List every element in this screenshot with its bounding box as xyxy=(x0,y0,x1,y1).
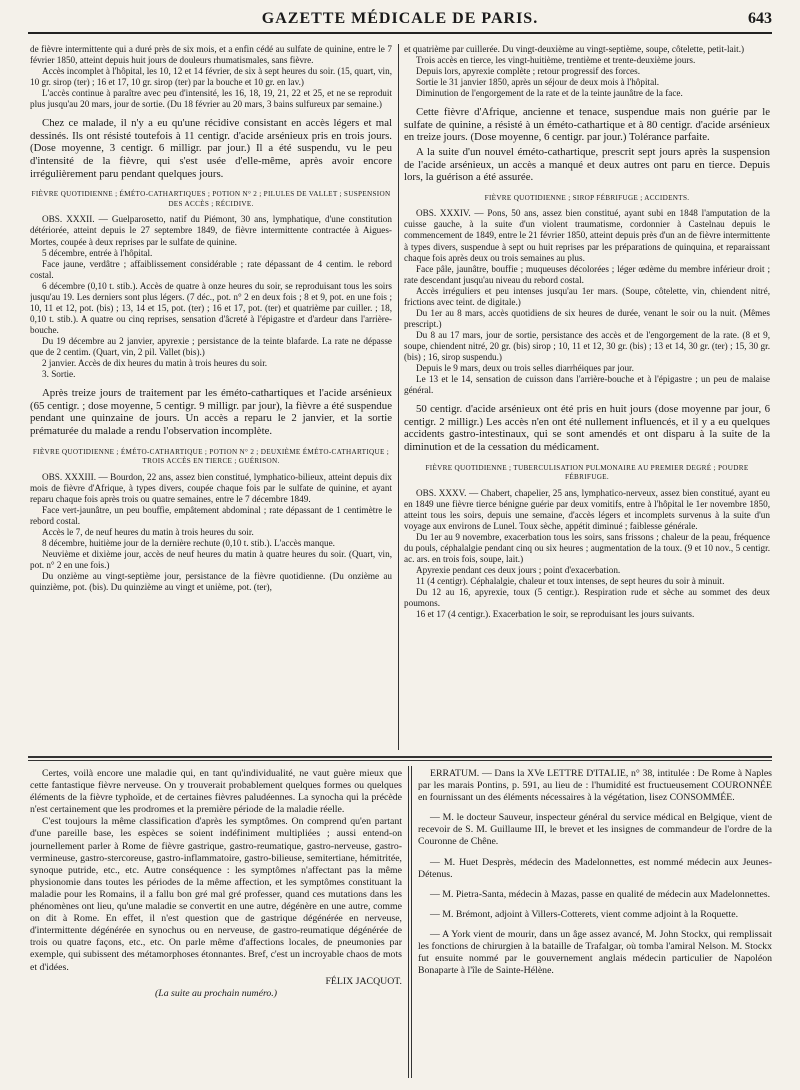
news-item: — M. Pietra-Santa, médecin à Mazas, passe en qualité de médecin aux Madelonnettes. xyxy=(430,888,771,900)
paragraph: 6 décembre (0,10 t. stib.). Accès de quatre à onze heures du soir, se reproduisant tous les soirs jusqu'au 19. Les derniers sont plus légers. (7 déc., pot. n° 2 en deux fois ; 8 et 9, pot. en une fois ; 10, 11 et 12, pot. (bis) ; 13, 14 et 15, pot. (ter) ; 16 et 17, pot. (ter) et quatrième par cuiller. ; 18, 0,10 t. stib.). A quatre ou cinq reprises, sensation d'âcreté à l'épigastre et d'ardeur dans l'arrière-bouche. xyxy=(30,280,392,335)
paragraph: Neuvième et dixième jour, accès de neuf heures du matin à quatre heures du soir. (Quart, vin, pot. n° 2 en une fois.) xyxy=(30,549,392,571)
right-column xyxy=(404,44,770,750)
feuilleton-rule xyxy=(28,760,772,761)
paragraph: Accès irréguliers et peu intenses jusqu'au 1er mars. (Soupe, côtelette, vin, chiendent nitré, frictions avec teint. de digitale.) xyxy=(404,285,770,307)
paragraph: Du 8 au 17 mars, jour de sortie, persistance des accès et de l'engorgement de la rate. (8 et 9, soupe, chiendent nitré, 20 gr. (bis) sirop ; 10, 11 et 12, 30 gr. (bis) ; 13 et 14, 30 gr. (ter) ; 15, 30 gr. (bis) ; 16, sirop suspendu.) xyxy=(404,329,770,362)
observation-32: OBS. XXXII. — Guelparosetto, natif du Piémont, 30 ans, lymphatique, d'une constitution détériorée, atteint depuis le 27 septembre 1849, de fièvre intermittente contractée à Aigues-Mortes, coupée à deux reprises par le sulfate de quinine. xyxy=(30,214,392,247)
left-column xyxy=(30,44,392,750)
page-number: 643 xyxy=(748,10,772,27)
feuilleton-column xyxy=(30,768,402,1080)
column-rule xyxy=(398,44,399,750)
section-heading: FIÈVRE QUOTIDIENNE ; ÉMÉTO-CATHARTIQUE ; POTION N° 2 ; DEUXIÈME ÉMÉTO-CATHARTIQUE ; TROIS ACCÈS EN TIERCE ; GUÉRISON. xyxy=(32,447,390,466)
author-signature: FÉLIX JACQUOT. xyxy=(325,975,402,987)
commentary-paragraph: Chez ce malade, il n'y a eu qu'une récidive consistant en accès légers et mal dessinés. Ils ont résisté toutefois à 11 centigr. d'acide arsénieux pris en trois jours. (Dose moyenne, 3 centigr. 6 milligr. par jour.) Il a été suspendu, vu le peu d'intensité de la fièvre, qui s'est usée d'elle-même, après avoir encore irrégulièrement paru pendant quelques jours. xyxy=(30,117,392,180)
paragraph: Face vert-jaunâtre, un peu bouffie, empâtement abdominal ; rate dépassant de 1 centimètre le rebord costal. xyxy=(30,504,392,526)
paragraph: Sortie le 31 janvier 1850, après un séjour de deux mois à l'hôpital. xyxy=(416,77,660,88)
paragraph: 8 décembre, huitième jour de la dernière rechute (0,10 t. stib.). L'accès manque. xyxy=(42,537,335,548)
paragraph: Du onzième au vingt-septième jour, persistance de la fièvre quotidienne. (Du onzième au quinzième, pot. (bis). Du quinzième au vingt et unième, pot. (ter), xyxy=(30,571,392,593)
to-be-continued: (La suite au prochain numéro.) xyxy=(155,987,277,999)
paragraph: 2 janvier. Accès de dix heures du matin à trois heures du soir. xyxy=(42,358,268,369)
commentary-paragraph: 50 centigr. d'acide arsénieux ont été pris en huit jours (dose moyenne par jour, 6 centigr. 2 milligr.) Les accès n'en ont été nullement influencés, et il y a eu quelques accidents gastro-intestinaux, qui se sont amendés et ont disparu à la suite de la diminution et de la cessation du médicament. xyxy=(404,403,770,453)
erratum: ERRATUM. — Dans la XVe LETTRE D'ITALIE, n° 38, intitulée : De Rome à Naples par les marais Pontins, p. 591, au lieu de : l'humidité est fructueusement COURONNÉE en fournissant un des éléments nécessaires à la végétation, lisez CONSOMMÉE. xyxy=(418,768,772,804)
page-header xyxy=(28,8,772,34)
paragraph: Depuis le 9 mars, deux ou trois selles diarrhéiques par jour. xyxy=(416,363,634,374)
paragraph: Certes, voilà encore une maladie qui, en tant qu'individualité, ne vaut guère mieux que cette fantastique fièvre nerveuse. On y trouverait probablement quelques formes ou quelques éléments de la fièvre typhoïde, et de certaines fièvres paludéennes. La synocha qui la précède n'est certainement que les prodromes et la première période de la maladie réelle. xyxy=(30,768,402,816)
paragraph: Apyrexie pendant ces deux jours ; point d'exacerbation. xyxy=(416,565,621,576)
commentary-paragraph: A la suite d'un nouvel éméto-cathartique, prescrit sept jours après la suspension de l'acide arsénieux, un accès a manqué et deux autres ont paru en tierce. Depuis lors, la guérison a été assurée. xyxy=(404,146,770,184)
commentary-paragraph: Cette fièvre d'Afrique, ancienne et tenace, suspendue mais non guérie par le sulfate de quinine, a résisté à un éméto-cathartique et à 80 centigr. d'acide arsénieux en treize jours. (Dose moyenne, 6 centigr. par jour.) Tolérance parfaite. xyxy=(404,106,770,144)
paragraph: L'accès continue à paraître avec peu d'intensité, les 16, 18, 19, 21, 22 et 25, et ne se reproduit plus jusqu'au 20 mars, jour de sortie. (Du 18 février au 20 mars, 3 bains sulfureux par semaine.) xyxy=(30,88,392,110)
observation-35: OBS. XXXV. — Chabert, chapelier, 25 ans, lymphatico-nerveux, assez bien constitué, ayant eu en 1849 une fièvre tierce bénigne guérie par deux vomitifs, entre à l'hôpital le 1er novembre 1850, atteint tous les soirs, depuis une semaine, d'accès légers et incomplets survenus à la suite d'un voyage aux environs de Lunel. Toux sèche, appétit diminué ; faiblesse générale. xyxy=(404,487,770,531)
column-rule xyxy=(408,766,409,1078)
paragraph: 3. Sortie. xyxy=(42,369,76,380)
paragraph: Accès le 7, de neuf heures du matin à trois heures du soir. xyxy=(42,526,254,537)
section-heading: FIÈVRE QUOTIDIENNE ; SIROP FÉBRIFUGE ; ACCIDENTS. xyxy=(484,193,690,202)
paragraph: Le 13 et le 14, sensation de cuisson dans l'arrière-bouche et à l'épigastre ; un peu de malaise général. xyxy=(404,374,770,396)
paragraph: 16 et 17 (4 centigr.). Exacerbation le soir, se reproduisant les jours suivants. xyxy=(416,609,695,620)
paragraph: Accès incomplet à l'hôpital, les 10, 12 et 14 février, de six à sept heures du soir. (15, quart, vin, 10 gr. sirop (ter) ; 16 et 17, 10 gr. sirop (ter) par la bouche et 10 gr. en lav.) xyxy=(30,66,392,88)
paragraph: Du 1er au 8 mars, accès quotidiens de six heures de durée, venant le soir ou la nuit. (Mêmes prescript.) xyxy=(404,307,770,329)
running-title: GAZETTE MÉDICALE DE PARIS. xyxy=(261,10,539,27)
paragraph: Trois accès en tierce, les vingt-huitième, trentième et trente-deuxième jours. xyxy=(416,55,696,66)
paragraph: Diminution de l'engorgement de la rate et de la teinte jaunâtre de la face. xyxy=(416,88,683,99)
section-heading: FIÈVRE QUOTIDIENNE ; TUBERCULISATION PULMONAIRE AU PREMIER DEGRÉ ; POUDRE FÉBRIFUGE. xyxy=(425,463,749,482)
paragraph: 11 (4 centigr). Céphalalgie, chaleur et toux intenses, de sept heures du soir à minuit. xyxy=(416,576,725,587)
paragraph: Du 12 au 16, apyrexie, toux (5 centigr.). Respiration rude et sèche au sommet des deux poumons. xyxy=(404,587,770,609)
section-heading: FIÈVRE QUOTIDIENNE ; ÉMÉTO-CATHARTIQUES ; POTION N° 2 ; PILULES DE VALLET ; SUSPENSION DES ACCÈS ; RÉCIDIVE. xyxy=(31,190,391,208)
news-column xyxy=(418,768,772,1080)
commentary-paragraph: Après treize jours de traitement par les éméto-cathartiques et l'acide arsénieux (65 centigr. ; dose moyenne, 5 centigr. 9 milligr. par jour), la fièvre a été suspendue pendant une quinzaine de jours. Un accès a reparu le 2 janvier, et la sortie prématurée du malade a rendu l'observation incomplète. xyxy=(30,387,392,437)
paragraph: C'est toujours la même classification d'après les symptômes. On comprend qu'en partant d'une pareille base, les espèces se soient indéfiniment multipliées ; aussi entend-on journellement parler à Rome de fièvre gastrique, gastro-reumatique, gastro-nerveuse, gastro-vermineuse, gastro-stercoreuse, gastro-inflammatoire, gastro-bilieuse, semitertiane, hémitritée, synoque putride, etc., etc. Autre conséquence : les symptômes n'affectant pas la même physionomie dans toutes les périodes de la même affection, et les symptômes constituant la maladie pour les Romains, il a fallu bon gré mal gré professer, quand ces mutations dans les phénomènes ont lieu, qu'une maladie se convertit en une autre, dégénère en une autre, comme on dit à Rome. En effet, il n'est question que de gastrique dégénérée en nerveuse, d'intermittente dégénérée en synochus ou en nerveuse, de gastro-reumatique dégénérée de trois ou quatre façons, etc., etc. On parle même d'affections locales, de pneumonies par exemple, qui subissent des métamorphoses étonnantes. Bref, c'est un incroyable chaos de mots et d'idées. xyxy=(30,816,402,973)
observation-33: OBS. XXXIII. — Bourdon, 22 ans, assez bien constitué, lymphatico-bilieux, atteint depuis dix mois de fièvre d'Afrique, à types divers, coupée chaque fois par le sulfate de quinine, et ayant reparu chaque fois après trois ou quatre semaines, entre le 7 décembre 1849. xyxy=(30,471,392,504)
paragraph: Face jaune, verdâtre ; affaiblissement considérable ; rate dépassant de 4 centim. le rebord costal. xyxy=(30,258,392,280)
feuilleton-rule xyxy=(28,756,772,758)
paragraph: de fièvre intermittente qui a duré près de six mois, et a enfin cédé au sulfate de quinine, entre le 7 février 1850, atteint depuis huit jours de douleurs rhumatismales, sans fièvre. xyxy=(30,44,392,66)
paragraph: Du 19 décembre au 2 janvier, apyrexie ; persistance de la teinte blafarde. La rate ne dépasse que de 2 centim. (Quart, vin, 2 pil. Vallet (bis).) xyxy=(30,335,392,357)
column-rule xyxy=(411,766,412,1078)
news-item: — M. Huet Desprès, médecin des Madelonnettes, est nommé médecin aux Jeunes-Détenus. xyxy=(418,856,772,880)
observation-34: OBS. XXXIV. — Pons, 50 ans, assez bien constitué, ayant subi en 1848 l'amputation de la cuisse gauche, à la suite d'un violent traumatisme, cordonnier à Castelnau depuis le commencement de 1849, entre le 21 février 1850, atteint depuis près d'un an de fièvre intermittente à types divers, suspendue à sept ou huit reprises par les préparations de quinquina, et reparaissant chaque fois après deux ou trois semaines au plus. xyxy=(404,208,770,263)
news-item: — A York vient de mourir, dans un âge assez avancé, M. John Stockx, qui remplissait les fonctions de chirurgien à la bataille de Trafalgar, où tomba l'amiral Nelson. M. Stockx fut ensuite nommé par le gouvernement anglais médecin particulier de Napoléon Bonaparte à l'île de Sainte-Hélène. xyxy=(418,928,772,977)
paragraph: Depuis lors, apyrexie complète ; retour progressif des forces. xyxy=(416,66,640,77)
news-item: — M. Brémont, adjoint à Villers-Cotterets, vient comme adjoint à la Roquette. xyxy=(430,908,739,920)
paragraph: Du 1er au 9 novembre, exacerbation tous les soirs, sans frissons ; chaleur de la peau, fréquence du pouls, céphalalgie pendant cinq ou six heures ; augmentation de la toux. (9 et 10 nov., 5 centigr. ac. ars. en trois fois, soupe, lait.) xyxy=(404,531,770,565)
news-item: — M. le docteur Sauveur, inspecteur général du service médical en Belgique, vient de recevoir de S. M. Guillaume III, le brevet et les insignes de commandeur de l'ordre de la Couronne de Chêne. xyxy=(418,812,772,848)
paragraph: Face pâle, jaunâtre, bouffie ; muqueuses décolorées ; léger œdème du membre inférieur droit ; rate descendant jusqu'au niveau du rebord costal. xyxy=(404,263,770,285)
paragraph: et quatrième par cuillerée. Du vingt-deuxième au vingt-septième, soupe, côtelette, petit-lait.) xyxy=(404,44,745,54)
paragraph: 5 décembre, entrée à l'hôpital. xyxy=(42,247,153,258)
